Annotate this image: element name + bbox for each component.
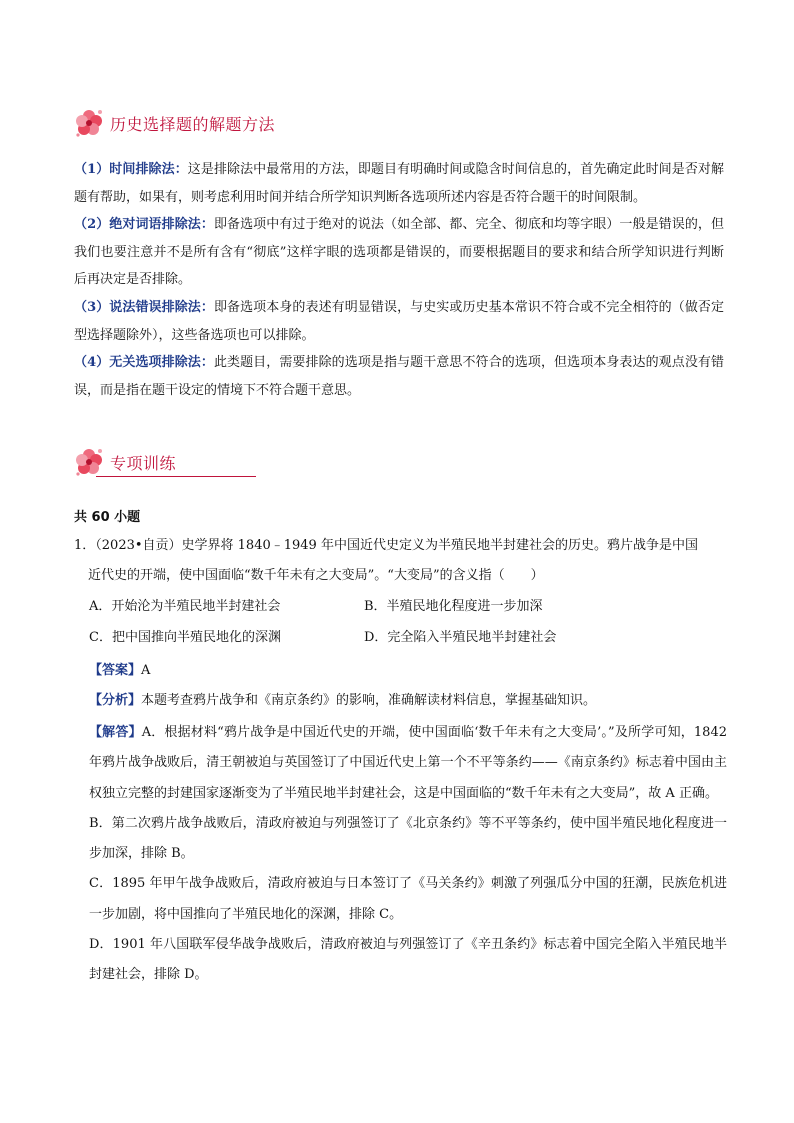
stem-line: 1．（2023•自贡）史学界将 1840﹣1949 年中国近代史定义为半殖民地半封建社会的历史。鸦片战争是中国 (74, 538, 698, 553)
solution-label: 【解答】 (89, 725, 142, 740)
section-title: 历史选择题的解题方法 (110, 114, 276, 134)
solution-item: D．1901 年八国联军侵华战争战败后，清政府被迫与列强签订了《辛丑条约》标志着中国完全陷入半殖民地半封建社会，排除 D。 (89, 937, 727, 983)
method-label: （1）时间排除法： (74, 162, 188, 177)
analysis-label: 【分析】 (89, 693, 142, 708)
title-underline (96, 476, 256, 477)
method-label: （3）说法错误排除法： (74, 299, 214, 315)
method-text: 即备选项本身的表述有明显错误，与史实或历史基本常识不符合或不完全相符的（做否定型选择题除外），这些备选项也可以排除。 (74, 299, 724, 343)
method-text: 即备选项中有过于绝对的说法（如全部、都、完全、彻底和均等字眼）一般是错误的，但我们也要注意并不是所有含有“彻底”这样字眼的选项都是错误的，而要根据题目的要求和结合所学知识进行判断后再决定是否排除。 (74, 217, 724, 288)
solution-item: B．第二次鸦片战争战败后，清政府被迫与列强签订了《北京条约》等不平等条约，使中国半殖民地化程度进一步加深，排除 B。 (89, 815, 727, 862)
method-label: （4）无关选项排除法： (74, 355, 214, 371)
method-item (74, 294, 724, 349)
plum-blossom-icon (74, 108, 104, 138)
question-stem (74, 531, 724, 591)
plum-blossom-icon (74, 447, 104, 477)
solution-block (89, 718, 727, 991)
section-heading-practice (74, 447, 176, 477)
solution-item: C．1895 年甲午战争战败后，清政府被迫与日本签订了《马关条约》刺激了列强瓜分中国的狂潮，民族危机进一步加剧，将中国推向了半殖民地化的深渊，排除 C。 (89, 876, 727, 922)
method-text: 这是排除法中最常用的方法，即题目有明确时间或隐含时间信息的，首先确定此时间是否对解题有帮助，如果有，则考虑利用时间并结合所学知识判断各选项所述内容是否符合题干的时间限制。 (74, 162, 724, 205)
method-text: 此类题目，需要排除的选项是指与题干意思不符合的选项，但选项本身表达的观点没有错误，而是指在题干设定的情境下不符合题干意思。 (74, 355, 724, 398)
method-item (74, 211, 724, 294)
method-label: （2）绝对词语排除法： (74, 217, 214, 233)
option-b: B．半殖民地化程度进一步加深 (364, 599, 543, 614)
answer-value: A (141, 663, 151, 678)
question-count: 共 60 小题 (74, 510, 141, 525)
methods-list (74, 156, 724, 404)
answer-label: 【答案】 (89, 663, 142, 678)
method-item (74, 349, 724, 404)
option-a: A．开始沦为半殖民地半封建社会 (89, 599, 281, 614)
option-c: C．把中国推向半殖民地化的深渊 (89, 630, 281, 645)
answer-line (89, 656, 150, 686)
analysis-text: 本题考查鸦片战争和《南京条约》的影响，准确解读材料信息，掌握基础知识。 (141, 693, 597, 708)
solution-item (89, 718, 727, 809)
solution-text: A．根据材料“鸦片战争是中国近代史的开端，使中国面临‘数千年未有之大变局’。”及所学可知，1842 年鸦片战争战败后，清王朝被迫与英国签订了中国近代史上第一个不平等条约——《南京条约》标志着中国由主权独立完整的封建国家逐渐变为了半殖民地半封建社会，这是中国面临的“数千年未有之大变局”，故 A 正确。 (89, 725, 727, 801)
analysis-line (89, 686, 729, 716)
option-d: D．完全陷入半殖民地半封建社会 (364, 630, 557, 645)
method-item (74, 156, 724, 211)
stem-line: 近代史的开端，使中国面临“数千年未有之大变局”。“大变局”的含义指（ ） (88, 568, 544, 583)
section-title: 专项训练 (110, 453, 177, 473)
section-heading-methods (74, 108, 275, 138)
